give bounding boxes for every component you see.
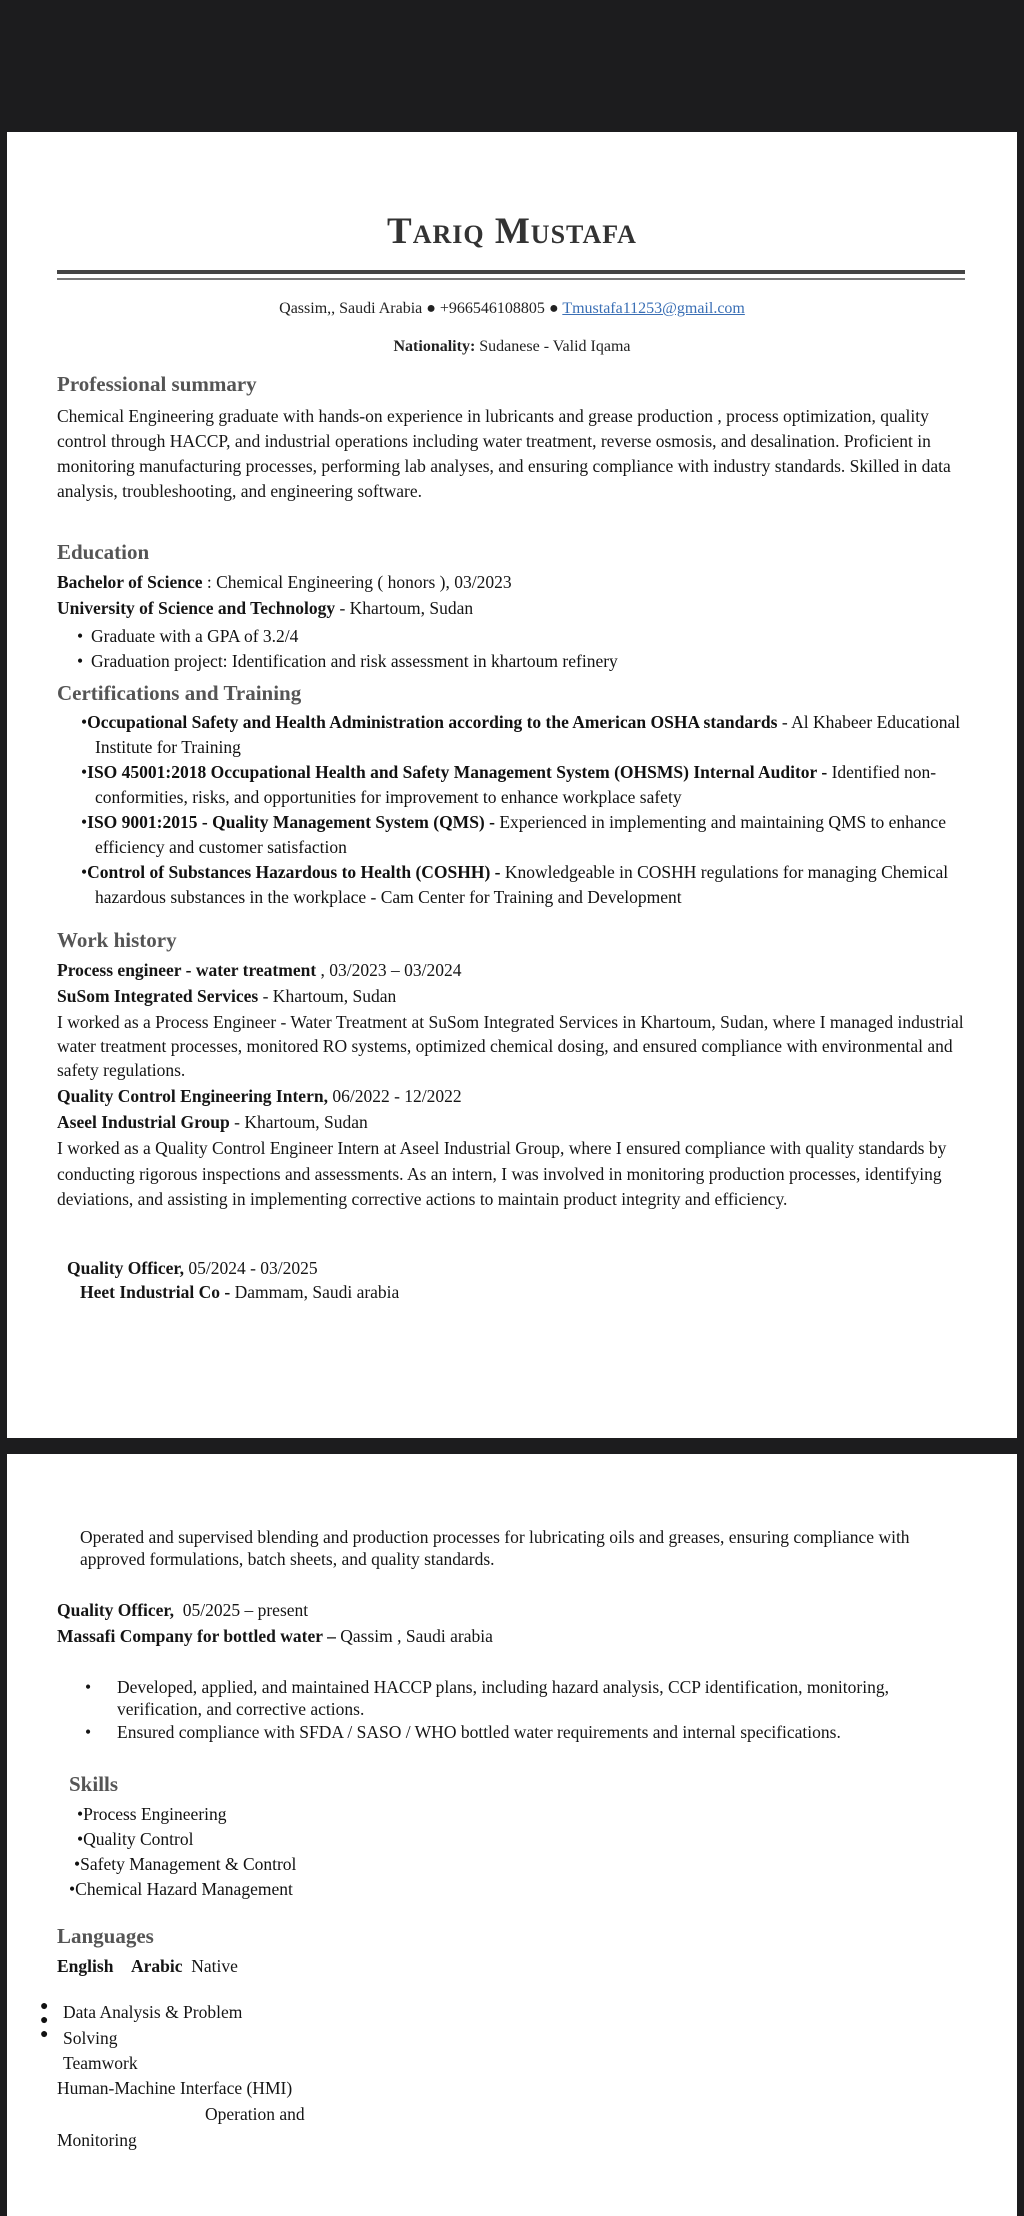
- job-dates: , 03/2023 – 03/2024: [316, 960, 462, 980]
- skill: Safety Management & Control: [80, 1854, 297, 1874]
- contact-line: [7, 300, 1017, 318]
- job-company: SuSom Integrated Services: [57, 986, 259, 1006]
- education-heading: Education: [57, 540, 150, 564]
- cert-detail: Identified non-conformities, risks, and opportunities for improvement to enhance workplace safety: [95, 762, 937, 807]
- nationality-label: Nationality:: [393, 338, 476, 355]
- job3-title-line: [67, 1256, 318, 1281]
- extra-skill-line: Human-Machine Interface (HMI): [57, 2078, 293, 2098]
- cert-title: Occupational Safety and Health Administration according to the American OSHA standards: [87, 712, 778, 732]
- bullet-separator: ●: [426, 300, 440, 317]
- job-location: Dammam, Saudi arabia: [230, 1282, 400, 1302]
- job-title: Quality Officer,: [57, 1600, 174, 1620]
- job1-description: I worked as a Process Engineer - Water Treatment at SuSom Integrated Services in Khartoum, Sudan, where I managed industrial water treatment processes, monitored RO systems, optimized chemical dosing, and ensured compliance with environmental and safety regulations.: [57, 1012, 964, 1080]
- job-company: Aseel Industrial Group: [57, 1112, 230, 1132]
- bullet-text: Developed, applied, and maintained HACCP plans, including hazard analysis, CCP identification, monitoring, verification, and corrective actions.: [117, 1677, 889, 1719]
- cert-detail: Knowledgeable in COSHH regulations for managing Chemical hazardous substances in the workplace - Cam Center for Training and Development: [95, 862, 949, 907]
- language-level: Native: [191, 1956, 238, 1976]
- job1-company-line: [57, 984, 396, 1009]
- job3-description: Operated and supervised blending and production processes for lubricating oils and greases, ensuring compliance with approved formulations, batch sheets, and quality standards.: [80, 1527, 910, 1569]
- extra-skill-line: Data Analysis & Problem: [63, 2002, 243, 2022]
- education-bullets: [77, 624, 957, 674]
- skills-heading: Skills: [69, 1772, 119, 1796]
- list-item: •Chemical Hazard Management: [69, 1879, 293, 1899]
- job-company: Heet Industrial Co -: [80, 1282, 231, 1302]
- extra-skill-line: Solving: [63, 2028, 118, 2048]
- extra-skill-line: Teamwork: [63, 2053, 138, 2073]
- job2-description: I worked as a Quality Control Engineer Intern at Aseel Industrial Group, where I ensured compliance with quality standards by conducting rigorous inspections and assessments. As an intern, I was involved in monitoring production processes, identifying deviations, and assisting in implementing corrective actions to maintain product integrity and efficiency.: [57, 1138, 947, 1209]
- job4-title-line: [57, 1598, 308, 1623]
- list-item: •Quality Control: [77, 1829, 194, 1849]
- degree: Bachelor of Science: [57, 572, 203, 592]
- resume-page-1: [7, 132, 1017, 1438]
- extra-skill-line: Operation and: [205, 2104, 305, 2124]
- cert-item: •ISO 9001:2015 - Quality Management System (QMS) - Experienced in implementing and maintaining QMS to enhance efficiency and customer satisfaction: [81, 812, 946, 857]
- extra-skill-line: Monitoring: [57, 2130, 137, 2150]
- language: Arabic: [130, 1956, 183, 1976]
- languages-line: [57, 1954, 238, 1979]
- degree-detail: : Chemical Engineering ( honors ), 03/2023: [202, 572, 512, 592]
- job-dates: 05/2024 - 03/2025: [183, 1258, 318, 1278]
- nationality-line: [7, 338, 1017, 356]
- skills-list: [69, 1802, 297, 1902]
- list-item: •Process Engineering: [77, 1804, 227, 1824]
- job4-company-line: [57, 1624, 493, 1649]
- candidate-name: Tariq Mustafa: [387, 211, 637, 252]
- bullet-text: Ensured compliance with SFDA / SASO / WHO bottled water requirements and internal specifications.: [117, 1722, 841, 1742]
- bullet-separator: ●: [548, 300, 563, 317]
- job-title: Quality Officer,: [67, 1258, 184, 1278]
- job2-company-line: [57, 1110, 368, 1135]
- job2-title-line: [57, 1084, 462, 1109]
- school-line: [57, 596, 473, 621]
- summary-heading: Professional summary: [57, 372, 257, 396]
- job-location: - Khartoum, Sudan: [258, 986, 397, 1006]
- email-link[interactable]: Tmustafa11253@gmail.com: [562, 300, 745, 317]
- job-title: Quality Control Engineering Intern,: [57, 1086, 328, 1106]
- resume-page-2: [7, 1454, 1017, 2216]
- skill: Chemical Hazard Management: [75, 1879, 293, 1899]
- header-divider-thin: [57, 278, 965, 280]
- location: Qassim,, Saudi Arabia: [279, 300, 423, 317]
- cert-title: Control of Substances Hazardous to Health (COSHH) -: [87, 862, 501, 882]
- job-dates: 05/2025 – present: [182, 1600, 309, 1620]
- cert-detail: - Al Khabeer Educational Institute for Training: [95, 712, 961, 757]
- cert-detail: Experienced in implementing and maintaining QMS to enhance efficiency and customer satisfaction: [95, 812, 946, 857]
- languages-heading: Languages: [57, 1924, 154, 1948]
- cert-title: ISO 45001:2018 Occupational Health and Safety Management System (OHSMS) Internal Auditor -: [87, 762, 828, 782]
- certs-heading: Certifications and Training: [57, 681, 302, 705]
- bullet-markers: ● ● ●: [40, 1999, 49, 2042]
- job-company: Massafi Company for bottled water –: [57, 1626, 336, 1646]
- job3-company-line: [80, 1280, 399, 1305]
- job-dates: 06/2022 - 12/2022: [327, 1086, 462, 1106]
- list-item: •Safety Management & Control: [74, 1854, 297, 1874]
- cert-item: •Occupational Safety and Health Administration according to the American OSHA standards - Al Khabeer Educational Institute for Training: [81, 712, 961, 757]
- list-item: • Graduation project: Identification and risk assessment in khartoum refinery: [77, 649, 957, 674]
- school-location: - Khartoum, Sudan: [335, 598, 474, 618]
- skill: Process Engineering: [83, 1804, 227, 1824]
- summary-text: Chemical Engineering graduate with hands-on experience in lubricants and grease production , process optimization, quality control through HACCP, and industrial operations including water treatment, reverse osmosis, and desalination. Proficient in monitoring manufacturing processes, performing lab analyses, and ensuring compliance with industry standards. Skilled in data analysis, troubleshooting, and engineering software.: [57, 406, 951, 501]
- work-heading: Work history: [57, 928, 177, 952]
- degree-line: [57, 570, 512, 595]
- cert-title: ISO 9001:2015 - Quality Management System (QMS) -: [87, 812, 495, 832]
- list-item: • Graduate with a GPA of 3.2/4: [77, 624, 957, 649]
- job4-bullets: [85, 1676, 965, 1743]
- cert-item: •Control of Substances Hazardous to Health (COSHH) - Knowledgeable in COSHH regulations for managing Chemical hazardous substances in the workplace - Cam Center for Training and Development: [81, 862, 949, 907]
- job-location: Qassim , Saudi arabia: [335, 1626, 493, 1646]
- certs-list: [57, 710, 975, 910]
- job-title: Process engineer - water treatment: [57, 960, 317, 980]
- job-location: - Khartoum, Sudan: [229, 1112, 368, 1132]
- cert-item: •ISO 45001:2018 Occupational Health and Safety Management System (OHSMS) Internal Auditor - Identified non-conformities, risks, and opportunities for improvement to enhance workplace safety: [81, 762, 937, 807]
- nationality-value: Sudanese - Valid Iqama: [479, 338, 631, 355]
- school: University of Science and Technology: [57, 598, 336, 618]
- header-divider: [57, 270, 965, 274]
- skill: Quality Control: [83, 1829, 194, 1849]
- job1-title-line: [57, 958, 462, 983]
- list-item: • Developed, applied, and maintained HACCP plans, including hazard analysis, CCP identification, monitoring, verification, and corrective actions.: [85, 1677, 889, 1719]
- phone: +966546108805: [439, 300, 545, 317]
- language: English: [57, 1956, 114, 1976]
- list-item: • Ensured compliance with SFDA / SASO / WHO bottled water requirements and internal specifications.: [85, 1722, 841, 1742]
